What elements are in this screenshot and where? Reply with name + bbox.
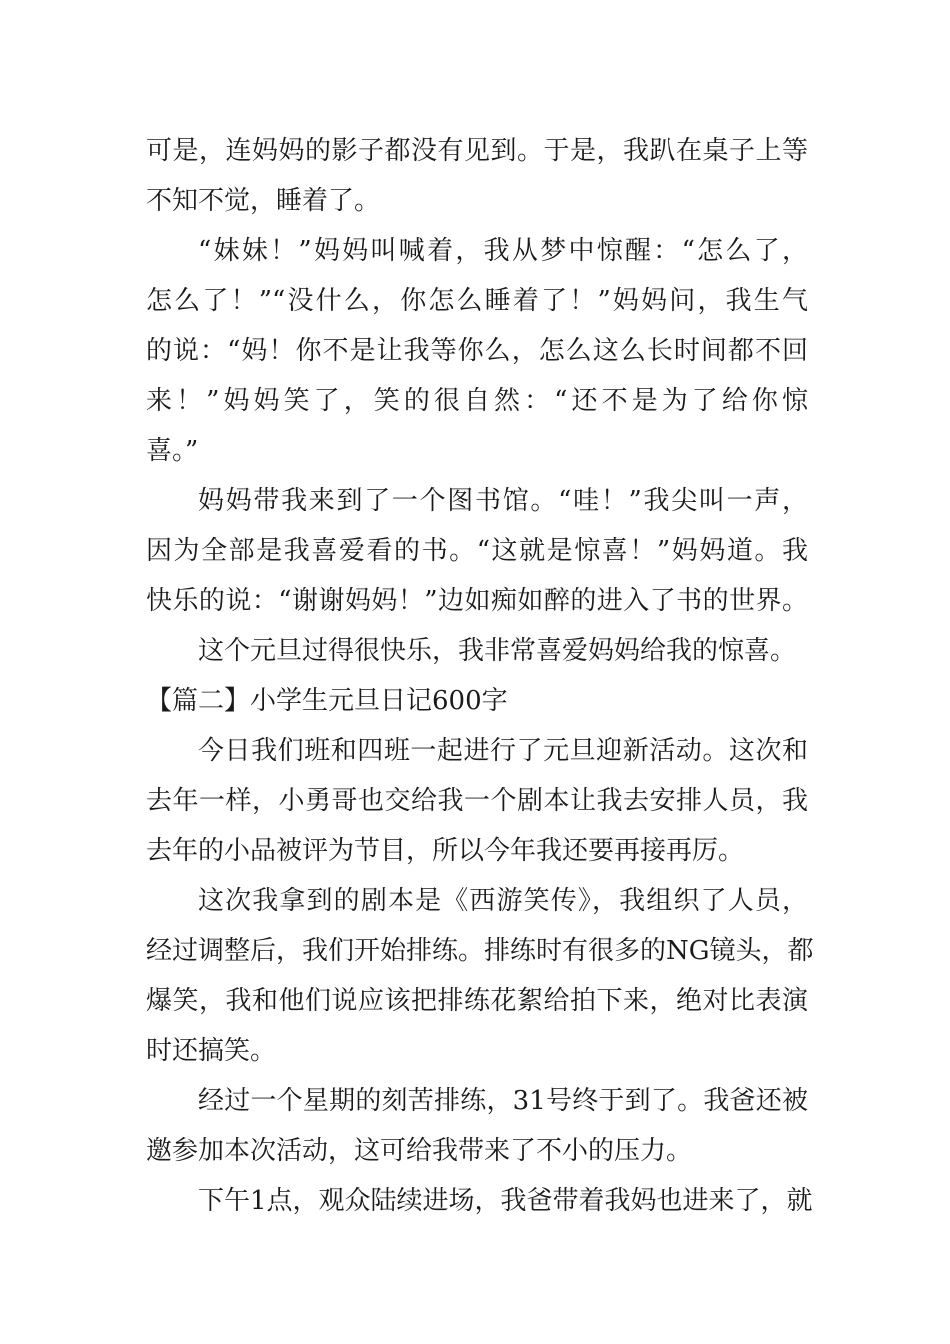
paragraph-first-line: 今日我们班和四班一起进行了元旦迎新活动。这次和	[198, 736, 808, 766]
text-line: 的说：“妈！你不是让我等你么，怎么这么长时间都不回	[146, 336, 808, 366]
paragraph-first-line: 妈妈带我来到了一个图书馆。“哇！”我尖叫一声，	[198, 486, 808, 516]
text-line: 不知不觉，睡着了。	[146, 186, 381, 216]
text-line: 来！”妈妈笑了，笑的很自然：“还不是为了给你惊	[146, 386, 808, 416]
text-line: 怎么了！”“没什么，你怎么睡着了！”妈妈问，我生气	[146, 286, 808, 316]
text-line: 时还搞笑。	[146, 1036, 277, 1066]
paragraph-first-line: “妹妹！”妈妈叫喊着，我从梦中惊醒：“怎么了，	[198, 236, 808, 266]
paragraph-first-line: 这次我拿到的剧本是《西游笑传》，我组织了人员，	[198, 886, 808, 916]
paragraph-first-line: 这个元旦过得很快乐，我非常喜爱妈妈给我的惊喜。	[198, 636, 797, 666]
section-heading: 【篇二】小学生元旦日记600字	[146, 686, 508, 716]
text-line: 可是，连妈妈的影子都没有见到。于是，我趴在桌子上等	[146, 136, 808, 166]
document-body	[146, 126, 814, 1226]
text-line: 去年的小品被评为节目，所以今年我还要再接再厉。	[146, 836, 745, 866]
text-line: 因为全部是我喜爱看的书。“这就是惊喜！”妈妈道。我	[146, 536, 808, 566]
text-line: 邀参加本次活动，这可给我带来了不小的压力。	[146, 1136, 693, 1166]
text-line: 经过调整后，我们开始排练。排练时有很多的NG镜头，都	[146, 936, 814, 966]
paragraph-first-line: 下午1点，观众陆续进场，我爸带着我妈也进来了，就	[198, 1186, 813, 1216]
text-line: 去年一样，小勇哥也交给我一个剧本让我去安排人员，我	[146, 786, 808, 816]
text-line: 喜。”	[146, 436, 199, 466]
text-line: 爆笑，我和他们说应该把排练花絮给拍下来，绝对比表演	[146, 986, 808, 1016]
paragraph-first-line: 经过一个星期的刻苦排练，31号终于到了。我爸还被	[198, 1086, 808, 1116]
text-line: 快乐的说：“谢谢妈妈！”边如痴如醉的进入了书的世界。	[146, 586, 808, 616]
